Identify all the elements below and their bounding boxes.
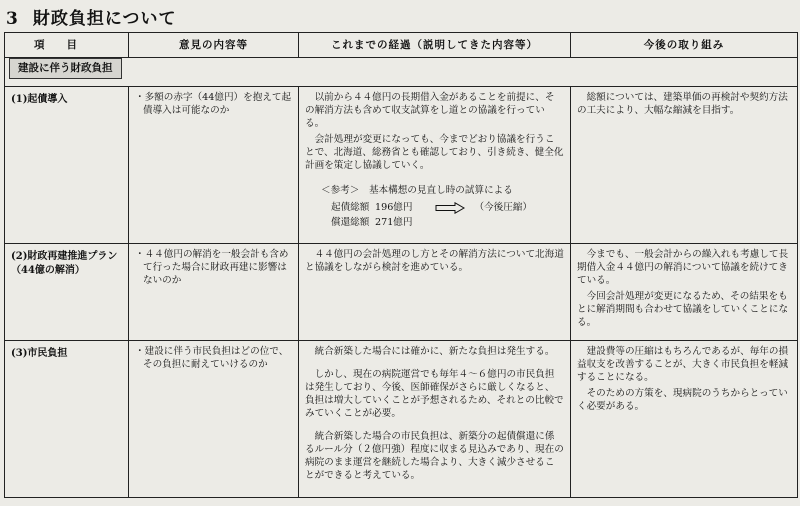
future-paragraph: 今回会計処理が変更になるため、その結果をもとに解消期間も合わせて協議をしていくことになる。: [577, 291, 789, 328]
right-arrow-icon: [435, 202, 465, 214]
section-row: [5, 58, 798, 87]
header-row: [5, 33, 798, 58]
future-paragraph: 建設費等の圧縮はもちろんであるが、毎年の損益収支を改善することが、大きく市民負担を軽減することになる。: [577, 346, 789, 383]
table-row: [5, 244, 798, 341]
future-paragraph: 今までも、一般会計からの繰入れも考慮して長期借入金４４億円の解消について協議を続けてきている。: [577, 249, 789, 286]
repay-total-value: 271億円: [375, 217, 413, 228]
item-label: (1)起債導入: [11, 94, 68, 105]
item-label: (2)財政再建推進プラン （44億の解消）: [11, 251, 128, 276]
page-title: [6, 4, 177, 29]
reference-issue-line: [331, 201, 564, 214]
issue-total-label: 起債総額: [331, 202, 370, 213]
history-paragraph: ４４億円の会計処理のし方とその解消方法について北海道と協議をしながら検討を進めている。: [305, 249, 564, 273]
issue-total-value: 196億円: [375, 202, 413, 213]
opinion-text: ・建設に伴う市民負担はどの位で、その負担に耐えていけるのか: [135, 346, 289, 370]
history-paragraph: しかし、現在の病院運営でも毎年４～６億円の市民負担は発生しており、今後、医師確保がさらに厳しくなると、負担は増大していくことが予想されるため、それとの比較でみていくことが必要。: [305, 369, 564, 419]
opinion-text: ・多額の赤字（44億円）を抱えて起債導入は可能なのか: [135, 92, 292, 116]
repay-total-label: 償還総額: [331, 217, 370, 228]
header-item: 項目: [5, 33, 129, 58]
section-title: 財政負担について: [32, 9, 177, 29]
history-paragraph: 統合新築した場合の市民負担は、新築分の起債償還に係るルール分（２億円強）程度に収まる見込みであり、現在の病院のまま運営を継続した場合より、大きく減少させることができると考えている。: [305, 431, 564, 481]
header-future: 今後の取り組み: [571, 33, 798, 58]
reference-repay-line: [331, 216, 564, 229]
section-label: 建設に伴う財政負担: [9, 58, 122, 79]
reduction-note: （今後圧縮）: [474, 202, 533, 213]
table-row: [5, 87, 798, 244]
table-row: [5, 341, 798, 498]
future-paragraph: 総額については、建築単価の再検討や契約方法の工夫により、大幅な縮減を目指す。: [577, 92, 788, 116]
header-opinion: 意見の内容等: [129, 33, 299, 58]
item-label: (3)市民負担: [11, 348, 68, 359]
reference-title: ＜参考＞ 基本構想の見直し時の試算による: [321, 185, 513, 196]
header-history: これまでの経過（説明してきた内容等）: [299, 33, 571, 58]
opinion-text: ・４４億円の解消を一般会計も含めて行った場合に財政再建に影響はないのか: [135, 249, 289, 286]
future-paragraph: そのための方策を、現病院のうちからとっていく必要がある。: [577, 388, 788, 412]
history-paragraph: 以前から４４億円の長期借入金があることを前提に、その解消方法も含めて収支試算をし道との協議を行っている。: [305, 92, 555, 129]
history-paragraph: 統合新築した場合には確かに、新たな負担は発生する。: [314, 346, 555, 357]
history-paragraph: 会計処理が変更になっても、今までどおり協議を行うことで、北海道、総務省とも確認しており、引き続き、健全化計画を策定し協議していく。: [305, 134, 564, 171]
section-number: 3: [6, 9, 19, 29]
issues-table: [4, 32, 798, 498]
